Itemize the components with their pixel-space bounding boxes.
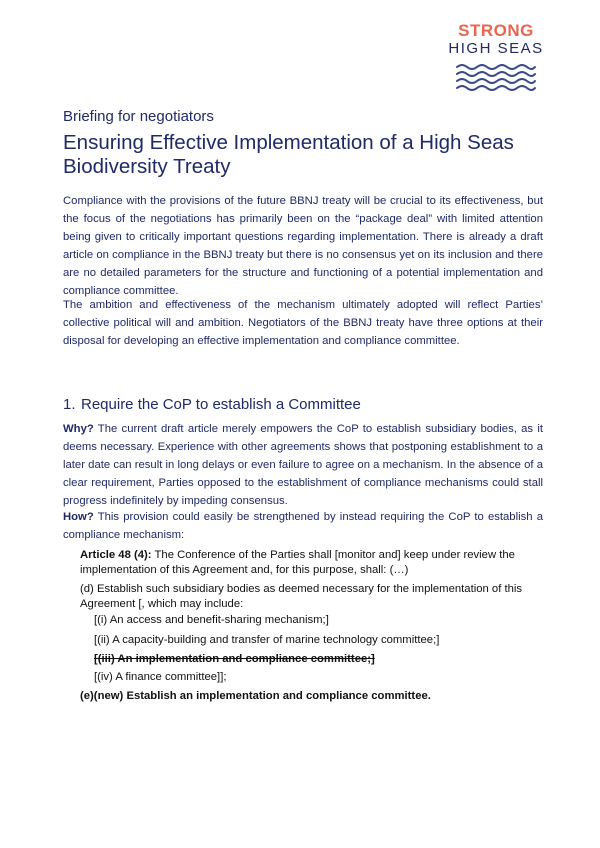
section-1-title: Require the CoP to establish a Committee [81, 396, 361, 413]
intro-paragraph-2-text: The ambition and effectiveness of the mechanism ultimately adopted will reflect Parties’ collective political will and ambition. Negotiators of the BBNJ treaty have three options at their disposal for developing an effective implementation and compliance committee. [63, 299, 543, 347]
article-subitem-ii: [(ii) A capacity-building and transfer of marine technology committee;] [94, 634, 440, 646]
article-label: Article 48 (4): [80, 549, 152, 561]
intro-paragraph-2 [63, 296, 543, 350]
article-intro: The Conference of the Parties shall [monitor and] keep under review the implementation of this Agreement and, for this purpose, shall: (…) [80, 549, 515, 576]
page-title: Ensuring Effective Implementation of a High Seas Biodiversity Treaty [63, 131, 514, 178]
briefing-kicker: Briefing for negotiators [63, 108, 214, 125]
intro-paragraph-1 [63, 192, 543, 300]
how-label: How? [63, 511, 94, 523]
article-subitem-iv: [(iv) A finance committee]]; [94, 671, 227, 683]
logo-line-1: STRONG [458, 21, 534, 40]
article-48-4 [80, 548, 550, 578]
why-paragraph [63, 420, 543, 510]
section-1-number: 1. [63, 396, 76, 413]
how-paragraph [63, 508, 543, 544]
article-item-d: (d) Establish such subsidiary bodies as deemed necessary for the implementation of this Agreement [, which may include: [80, 583, 523, 610]
intro-paragraph-1-text: Compliance with the provisions of the future BBNJ treaty will be crucial to its effectiveness, but the focus of the negotiations has primarily been on the “package deal” with limited attention being given to critically important questions regarding implementation. There is already a draft article on compliance in the BBNJ treaty but there is no consensus yet on its inclusion and there are no detailed parameters for the structure and functioning of a potential implementation and compliance committee. [63, 195, 543, 297]
article-subitem-i: [(i) An access and benefit-sharing mechanism;] [94, 614, 329, 626]
article-subitem-iii-struck: [(iii) An implementation and compliance committee;] [94, 653, 375, 665]
why-text: The current draft article merely empowers the CoP to establish subsidiary bodies, as it deems necessary. Experience with other agreements shows that postponing establishment to a later date can result in long delays or even failure to agree on a mechanism. In the absence of a clear requirement, Parties opposed to the establishment of compliance mechanisms could stall progress indefinitely by impeding consensus. [63, 423, 543, 507]
section-1-heading [63, 396, 361, 413]
waves-icon [455, 62, 537, 92]
strong-high-seas-logo [446, 22, 546, 92]
how-text: This provision could easily be strengthened by instead requiring the CoP to establish a compliance mechanism: [63, 511, 543, 541]
article-item-e-new: (e)(new) Establish an implementation and compliance committee. [80, 690, 431, 702]
logo-line-2: HIGH SEAS [448, 40, 544, 57]
why-label: Why? [63, 423, 94, 435]
